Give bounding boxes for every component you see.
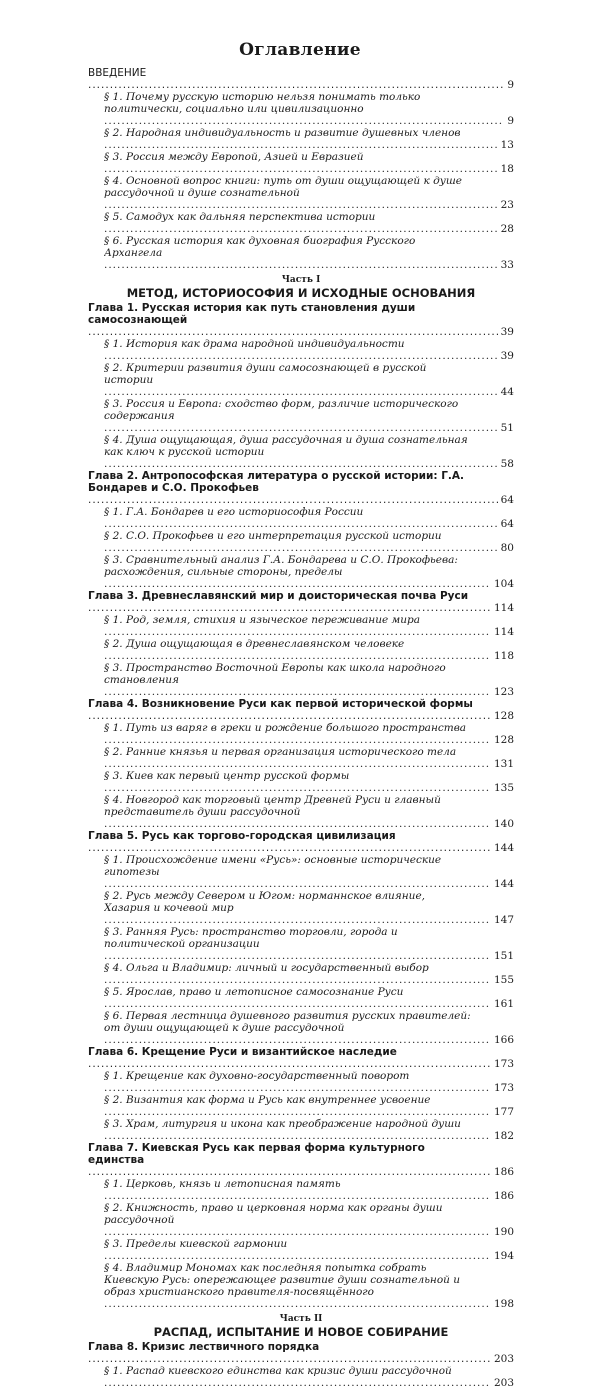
toc-section-row[interactable] xyxy=(88,554,514,590)
toc-entry-title: Глава 1. Русская история как путь становления души самосознающей ..... xyxy=(88,302,514,338)
toc-section-row[interactable] xyxy=(88,962,514,986)
toc-page-number: 118 xyxy=(491,650,514,662)
toc-entry-title: Глава 5. Русь как торгово-городская цивилизация ..... xyxy=(88,830,514,854)
toc-page-number: 131 xyxy=(491,758,514,770)
toc-section-row[interactable] xyxy=(88,127,514,151)
toc-entry-title: Глава 8. Кризис лествичного порядка ..... xyxy=(88,1341,514,1365)
toc-section-row[interactable] xyxy=(88,1118,514,1142)
part-title: МЕТОД, ИСТОРИОСОФИЯ И ИСХОДНЫЕ ОСНОВАНИЯ xyxy=(126,286,476,300)
toc-entry-title: § 3. Храм, литургия и икона как преображение народной души ..... xyxy=(104,1118,514,1142)
toc-entry-title: § 3. Пределы киевской гармонии ..... xyxy=(104,1238,514,1262)
toc-entry-title: § 1. Распад киевского единства как кризис души рассудочной ..... xyxy=(104,1365,514,1389)
toc-section-row[interactable] xyxy=(88,362,514,398)
toc-entry-title: § 4. Ольга и Владимир: личный и государственный выбор ..... xyxy=(104,962,514,986)
toc-entry-title: § 3. Россия и Европа: сходство форм, различие исторического содержания ..... xyxy=(104,398,514,434)
toc-section-row[interactable] xyxy=(88,1365,514,1389)
toc-page-number: 13 xyxy=(498,139,514,151)
toc-section-row[interactable] xyxy=(88,638,514,662)
toc-page-number: 39 xyxy=(498,326,514,338)
toc-section-row[interactable] xyxy=(88,1010,514,1046)
toc-section-row[interactable] xyxy=(88,662,514,698)
toc-section-row[interactable] xyxy=(88,614,514,638)
toc-page-number: 173 xyxy=(491,1082,514,1094)
part-label: Часть II xyxy=(279,1314,323,1324)
toc-section-row[interactable] xyxy=(88,1262,514,1310)
toc-page-number: 114 xyxy=(491,602,514,614)
toc-section-row[interactable] xyxy=(88,151,514,175)
toc-section-row[interactable] xyxy=(88,1238,514,1262)
toc-page-number: 9 xyxy=(504,79,514,91)
toc-page-number: 23 xyxy=(498,199,514,211)
toc-page-number: 28 xyxy=(498,223,514,235)
toc-entry-title: Глава 7. Киевская Русь как первая форма культурного единства ..... xyxy=(88,1142,514,1178)
toc-section-row[interactable] xyxy=(88,1178,514,1202)
toc-chapter-row[interactable] xyxy=(88,1341,514,1365)
toc-chapter-row[interactable] xyxy=(88,1142,514,1178)
toc-entry-title: § 2. Критерии развития души самосознающей в русской истории ..... xyxy=(104,362,514,398)
toc-entry-title: § 4. Новгород как торговый центр Древней Руси и главный представитель души рассудочной ..... xyxy=(104,794,514,830)
toc-page-number: 33 xyxy=(498,259,514,271)
toc-entry-title: § 3. Россия между Европой, Азией и Евразией ..... xyxy=(104,151,514,175)
toc-entry-title: § 1. Путь из варяг в греки и рождение большого пространства ..... xyxy=(104,722,514,746)
toc-page-number: 190 xyxy=(491,1226,514,1238)
toc-page-number: 155 xyxy=(491,974,514,986)
toc-entry-title: § 2. Русь между Севером и Югом: норманнское влияние, Хазария и кочевой мир ..... xyxy=(104,890,514,926)
toc-entry-title: § 6. Первая лестница душевного развития русских правителей: от души ощущающей к душе рассудочной ..... xyxy=(104,1010,514,1046)
toc-section-row[interactable] xyxy=(88,91,514,127)
toc-entry-title: § 4. Основной вопрос книги: путь от души ощущающей к душе рассудочной и душе сознательной ..... xyxy=(104,175,514,211)
toc-page-number: 173 xyxy=(491,1058,514,1070)
toc-page-number: 186 xyxy=(491,1190,514,1202)
part-title: РАСПАД, ИСПЫТАНИЕ И НОВОЕ СОБИРАНИЕ xyxy=(153,1325,449,1339)
toc-entry-title: § 4. Владимир Мономах как последняя попытка собрать Киевскую Русь: опережающее развитие души сознательной и образ христианского правителя-посвящённого ..... xyxy=(104,1262,514,1310)
toc-entry-title: Глава 3. Древнеславянский мир и доисторическая почва Руси ..... xyxy=(88,590,514,614)
toc-page-number: 123 xyxy=(491,686,514,698)
toc-page-number: 128 xyxy=(491,734,514,746)
toc-section-row[interactable] xyxy=(88,1094,514,1118)
toc-page-number: 104 xyxy=(491,578,514,590)
toc-entry-title: § 3. Пространство Восточной Европы как школа народного становления ..... xyxy=(104,662,514,698)
toc-chapter-row[interactable] xyxy=(88,830,514,854)
toc-section-row[interactable] xyxy=(88,211,514,235)
toc-chapter-row[interactable] xyxy=(88,302,514,338)
toc-entry-title: § 1. История как драма народной индивидуальности ..... xyxy=(104,338,514,362)
toc-section-row[interactable] xyxy=(88,530,514,554)
toc-entry-title: § 5. Ярослав, право и летописное самосознание Руси ..... xyxy=(104,986,514,1010)
page-title: Оглавление xyxy=(239,40,361,60)
toc-section-row[interactable] xyxy=(88,770,514,794)
toc-entry-title: § 2. Народная индивидуальность и развитие душевных членов ..... xyxy=(104,127,514,151)
toc-page-number: 140 xyxy=(491,818,514,830)
toc-entry-title: § 1. Происхождение имени «Русь»: основные исторические гипотезы ..... xyxy=(104,854,514,890)
toc-intro-row[interactable] xyxy=(88,67,514,91)
part-label: Часть I xyxy=(281,275,321,285)
toc-entry-title: § 3. Ранняя Русь: пространство торговли, города и политической организации ..... xyxy=(104,926,514,962)
toc-page-number: 194 xyxy=(491,1250,514,1262)
toc-page-number: 18 xyxy=(498,163,514,175)
toc-page-number: 39 xyxy=(498,350,514,362)
toc-entry-title: Глава 2. Антропософская литература о русской истории: Г.А. Бондарев и С.О. Прокофьев ..... xyxy=(88,470,514,506)
toc-entry-title: § 3. Сравнительный анализ Г.А. Бондарева и С.О. Прокофьева: расхождения, сильные стороны, пределы ..... xyxy=(104,554,514,590)
toc-entry-title: § 1. Крещение как духовно-государственный поворот ..... xyxy=(104,1070,514,1094)
toc-page-number: 186 xyxy=(491,1166,514,1178)
toc-page-number: 44 xyxy=(498,386,514,398)
toc-page-number: 9 xyxy=(504,115,514,127)
toc-chapter-row[interactable] xyxy=(88,590,514,614)
toc-entry-title: § 6. Русская история как духовная биография Русского Архангела ..... xyxy=(104,235,514,271)
toc-entry-title: § 2. Книжность, право и церковная норма как органы души рассудочной ..... xyxy=(104,1202,514,1238)
toc-entry-title: § 1. Г.А. Бондарев и его историософия России ..... xyxy=(104,506,514,530)
toc-entry-title: § 2. С.О. Прокофьев и его интерпретация русской истории ..... xyxy=(104,530,514,554)
toc-section-row[interactable] xyxy=(88,890,514,926)
toc-page-number: 144 xyxy=(491,878,514,890)
toc-entry-title: Глава 6. Крещение Руси и византийское наследие ..... xyxy=(88,1046,514,1070)
toc-page-number: 203 xyxy=(491,1353,514,1365)
toc-entry-title: § 2. Ранние князья и первая организация исторического тела ..... xyxy=(104,746,514,770)
toc-chapter-row[interactable] xyxy=(88,470,514,506)
toc-section-row[interactable] xyxy=(88,1070,514,1094)
toc-page-number: 64 xyxy=(498,518,514,530)
toc-page-number: 182 xyxy=(491,1130,514,1142)
toc-entry-title: Глава 4. Возникновение Руси как первой исторической формы ..... xyxy=(88,698,514,722)
toc-entry-title: § 2. Душа ощущающая в древнеславянском человеке ..... xyxy=(104,638,514,662)
toc-page-number: 203 xyxy=(491,1377,514,1389)
toc-entry-title: § 1. Род, земля, стихия и языческое переживание мира ..... xyxy=(104,614,514,638)
toc-section-row[interactable] xyxy=(88,235,514,271)
toc-entry-title: § 3. Киев как первый центр русской формы ..... xyxy=(104,770,514,794)
table-of-contents xyxy=(88,67,514,1389)
toc-page-number: 80 xyxy=(498,542,514,554)
toc-section-row[interactable] xyxy=(88,434,514,470)
toc-entry-title: ВВЕДЕНИЕ ..... xyxy=(88,67,514,91)
toc-section-row[interactable] xyxy=(88,794,514,830)
toc-section-row[interactable] xyxy=(88,854,514,890)
toc-page-number: 161 xyxy=(491,998,514,1010)
toc-section-row[interactable] xyxy=(88,175,514,211)
toc-page-number: 198 xyxy=(491,1298,514,1310)
toc-page-number: 144 xyxy=(491,842,514,854)
toc-section-row[interactable] xyxy=(88,338,514,362)
toc-page-number: 135 xyxy=(491,782,514,794)
toc-page-number: 64 xyxy=(498,494,514,506)
toc-entry-title: § 5. Самодух как дальняя перспектива истории ..... xyxy=(104,211,514,235)
toc-page-number: 128 xyxy=(491,710,514,722)
toc-section-row[interactable] xyxy=(88,506,514,530)
toc-entry-title: § 1. Церковь, князь и летописная память ..... xyxy=(104,1178,514,1202)
toc-section-row[interactable] xyxy=(88,398,514,434)
toc-section-row[interactable] xyxy=(88,926,514,962)
toc-page-number: 147 xyxy=(491,914,514,926)
toc-section-row[interactable] xyxy=(88,722,514,746)
toc-section-row[interactable] xyxy=(88,986,514,1010)
toc-entry-title: § 1. Почему русскую историю нельзя понимать только политически, социально или цивилизационно ..... xyxy=(104,91,514,127)
toc-chapter-row[interactable] xyxy=(88,1046,514,1070)
toc-page-number: 114 xyxy=(491,626,514,638)
toc-page-number: 177 xyxy=(491,1106,514,1118)
toc-chapter-row[interactable] xyxy=(88,698,514,722)
toc-section-row[interactable] xyxy=(88,1202,514,1238)
toc-page-number: 166 xyxy=(491,1034,514,1046)
toc-entry-title: § 4. Душа ощущающая, душа рассудочная и душа сознательная как ключ к русской истории ..... xyxy=(104,434,514,470)
toc-page-number: 58 xyxy=(498,458,514,470)
toc-page-number: 51 xyxy=(498,422,514,434)
toc-page-number: 151 xyxy=(491,950,514,962)
toc-entry-title: § 2. Византия как форма и Русь как внутреннее усвоение ..... xyxy=(104,1094,514,1118)
